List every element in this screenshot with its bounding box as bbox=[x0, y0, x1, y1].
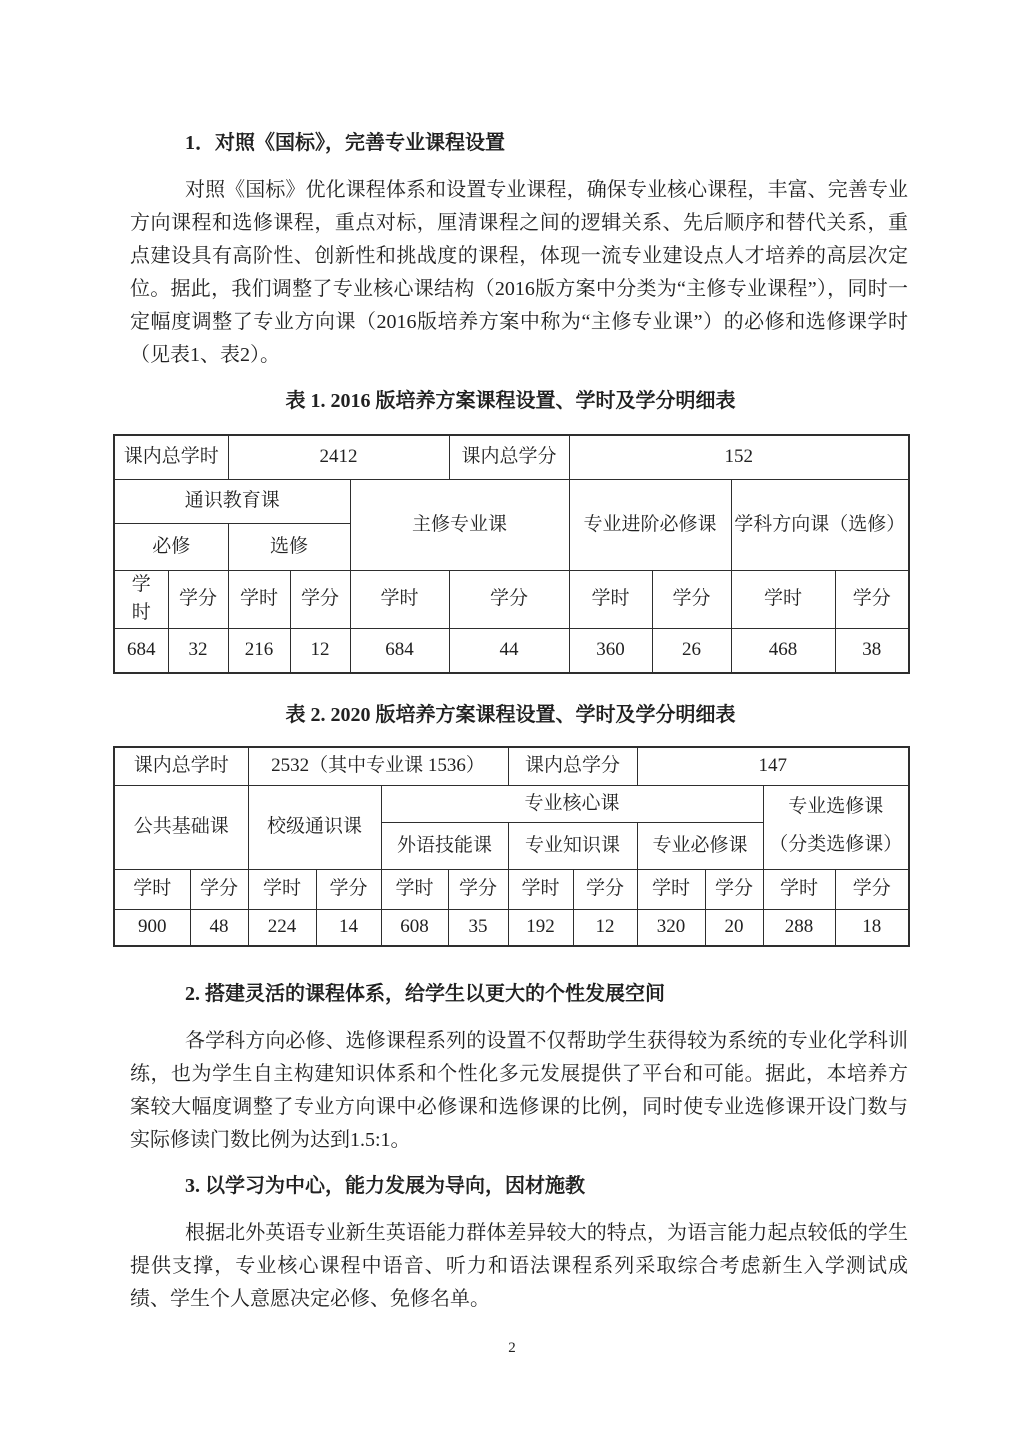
table-1 bbox=[113, 434, 910, 674]
t2-cat-elective-lines bbox=[766, 790, 907, 864]
t2-value-cell: 35 bbox=[448, 909, 508, 946]
t1-cat-direction: 学科方向课（选修） bbox=[731, 479, 909, 570]
table-row bbox=[114, 628, 909, 673]
page-number: 2 bbox=[508, 1340, 516, 1356]
t1-value-cell: 468 bbox=[731, 628, 835, 673]
t2-hdr-cell: 学时 bbox=[381, 869, 448, 909]
t1-value-cell: 684 bbox=[114, 628, 168, 673]
t2-sub-knowledge: 专业知识课 bbox=[508, 822, 637, 869]
table-row bbox=[114, 869, 909, 909]
t2-hdr-cell: 学分 bbox=[190, 869, 248, 909]
table-row bbox=[114, 909, 909, 946]
t2-value-cell: 48 bbox=[190, 909, 248, 946]
t2-hdr-cell: 学分 bbox=[573, 869, 637, 909]
t2-hdr-cell: 学时 bbox=[508, 869, 573, 909]
t2-hdr-cell: 学分 bbox=[448, 869, 508, 909]
t2-hdr-cell: 学时 bbox=[114, 869, 190, 909]
t1-hdr-cell: 学分 bbox=[168, 570, 228, 628]
t1-total-credits-label: 课内总学分 bbox=[449, 435, 569, 479]
t2-cat-university: 校级通识课 bbox=[248, 785, 381, 869]
t2-hdr-cell: 学时 bbox=[248, 869, 316, 909]
t1-value-cell: 360 bbox=[569, 628, 652, 673]
t2-cat-core: 专业核心课 bbox=[381, 785, 763, 822]
t1-cat-advanced: 专业进阶必修课 bbox=[569, 479, 731, 570]
t1-cat-general: 通识教育课 bbox=[114, 479, 350, 523]
t2-total-credits-value: 147 bbox=[637, 747, 909, 785]
t1-cat-major: 主修专业课 bbox=[350, 479, 569, 570]
t1-value-cell: 26 bbox=[652, 628, 731, 673]
table-row bbox=[114, 435, 909, 479]
t2-total-hours-label: 课内总学时 bbox=[114, 747, 248, 785]
t1-hdr-cell: 学分 bbox=[290, 570, 350, 628]
t1-value-cell: 44 bbox=[449, 628, 569, 673]
table-row bbox=[114, 479, 909, 523]
t2-value-cell: 20 bbox=[705, 909, 763, 946]
t1-value-cell: 684 bbox=[350, 628, 449, 673]
t1-value-cell: 12 bbox=[290, 628, 350, 673]
t2-hdr-cell: 学时 bbox=[763, 869, 835, 909]
t1-sub-elective: 选修 bbox=[228, 523, 350, 570]
t1-value-cell: 38 bbox=[835, 628, 909, 673]
t2-cat-public: 公共基础课 bbox=[114, 785, 248, 869]
t1-hdr-cell: 学分 bbox=[835, 570, 909, 628]
t2-cat-elective-line2: （分类选修课） bbox=[769, 834, 903, 856]
t1-hdr-cell: 学分 bbox=[449, 570, 569, 628]
t2-total-credits-label: 课内总学分 bbox=[508, 747, 637, 785]
t1-hdr-cell: 学时 bbox=[569, 570, 652, 628]
table-row bbox=[114, 785, 909, 822]
table-1-title: 表 1. 2016 版培养方案课程设置、学时及学分明细表 bbox=[285, 390, 736, 412]
t1-hdr-cell: 学时 bbox=[228, 570, 290, 628]
t1-value-cell: 32 bbox=[168, 628, 228, 673]
t1-hdr-cell: 学时 bbox=[350, 570, 449, 628]
t2-hdr-cell: 学分 bbox=[316, 869, 381, 909]
t1-value-cell: 216 bbox=[228, 628, 290, 673]
t2-cat-elective bbox=[763, 785, 909, 869]
t2-value-cell: 608 bbox=[381, 909, 448, 946]
t1-total-credits-value: 152 bbox=[569, 435, 909, 479]
t1-hdr-cell bbox=[114, 570, 168, 628]
t2-sub-foreign: 外语技能课 bbox=[381, 822, 508, 869]
t2-value-cell: 18 bbox=[835, 909, 909, 946]
document-content bbox=[113, 0, 908, 1316]
section-3-heading: 3. 以学习为中心，能力发展为导向，因材施教 bbox=[185, 1175, 585, 1197]
table-row bbox=[114, 570, 909, 628]
table-2-title: 表 2. 2020 版培养方案课程设置、学时及学分明细表 bbox=[285, 704, 736, 726]
t2-hdr-cell: 学分 bbox=[835, 869, 909, 909]
section-3-paragraph: 根据北外英语专业新生英语能力群体差异较大的特点，为语言能力起点较低的学生提供支撑，专业核心课程中语音、听力和语法课程系列采取综合考虑新生入学测试成绩、学生个人意愿决定必修、免修名单。 bbox=[130, 1222, 908, 1310]
t2-cat-elective-line1: 专业选修课 bbox=[788, 796, 884, 817]
section-2-paragraph: 各学科方向必修、选修课程系列的设置不仅帮助学生获得较为系统的专业化学科训练，也为学生自主构建知识体系和个性化多元发展提供了平台和可能。据此，本培养方案较大幅度调整了专业方向课中必修课和选修课的比例，同时使专业选修课开设门数与实际修读门数比例为达到1.5:1。 bbox=[130, 1030, 908, 1151]
table-row bbox=[114, 747, 909, 785]
t1-sub-required: 必修 bbox=[114, 523, 228, 570]
section-1-heading: 1．对照《国标》，完善专业课程设置 bbox=[185, 132, 505, 154]
t2-hdr-cell: 学时 bbox=[637, 869, 705, 909]
t2-value-cell: 14 bbox=[316, 909, 381, 946]
t2-value-cell: 192 bbox=[508, 909, 573, 946]
t2-value-cell: 900 bbox=[114, 909, 190, 946]
section-2-heading: 2. 搭建灵活的课程体系，给学生以更大的个性发展空间 bbox=[185, 983, 665, 1005]
t2-total-hours-value: 2532（其中专业课 1536） bbox=[248, 747, 508, 785]
table-2 bbox=[113, 746, 910, 947]
t1-hdr-cell: 学时 bbox=[731, 570, 835, 628]
t2-value-cell: 224 bbox=[248, 909, 316, 946]
t2-value-cell: 320 bbox=[637, 909, 705, 946]
t1-total-hours-label: 课内总学时 bbox=[114, 435, 228, 479]
section-1-paragraph: 对照《国标》优化课程体系和设置专业课程，确保专业核心课程，丰富、完善专业方向课程和选修课程，重点对标，厘清课程之间的逻辑关系、先后顺序和替代关系，重点建设具有高阶性、创新性和挑战度的课程，体现一流专业建设点人才培养的高层次定位。据此，我们调整了专业核心课结构（2016版方案中分类为“主修专业课程”），同时一定幅度调整了专业方向课（2016版培养方案中称为“主修专业课”）的必修和选修课学时（见表1、表2）。 bbox=[130, 179, 908, 366]
t1-total-hours-value: 2412 bbox=[228, 435, 449, 479]
t2-value-cell: 288 bbox=[763, 909, 835, 946]
t1-hdr-hours-stacked: 学时 bbox=[131, 573, 151, 623]
t2-hdr-cell: 学分 bbox=[705, 869, 763, 909]
t1-hdr-cell: 学分 bbox=[652, 570, 731, 628]
t2-sub-required: 专业必修课 bbox=[637, 822, 763, 869]
t2-value-cell: 12 bbox=[573, 909, 637, 946]
